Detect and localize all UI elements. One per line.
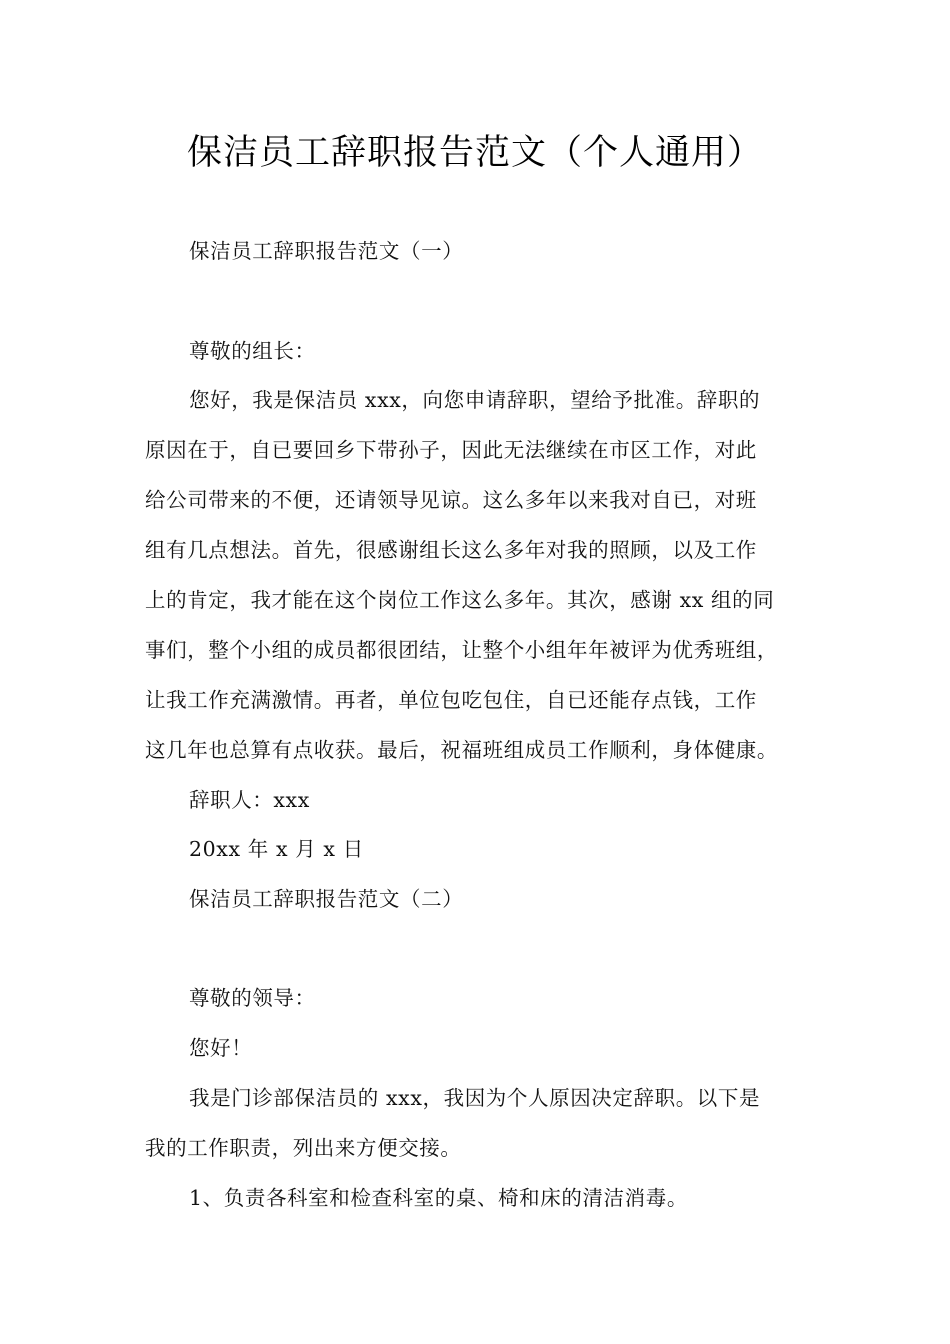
document-title: 保洁员工辞职报告范文（个人通用） — [186, 133, 763, 173]
section2-intro-line-2: 我的工作职责，列出来方便交接。 — [145, 1136, 462, 1160]
section1-body-line-2: 原因在于，自已要回乡下带孙子，因此无法继续在市区工作，对此 — [145, 438, 757, 462]
section1-body-line-4: 组有几点想法。首先，很感谢组长这么多年对我的照顾，以及工作 — [145, 538, 757, 562]
section2-item-1: 1、负责各科室和检查科室的桌、椅和床的清洁消毒。 — [189, 1186, 688, 1210]
section1-body-line-6: 事们，整个小组的成员都很团结，让整个小组年年被评为优秀班组， — [145, 638, 778, 662]
section1-body-line-3: 给公司带来的不便，还请领导见谅。这么多年以来我对自已，对班 — [145, 488, 757, 512]
section2-salutation: 尊敬的领导： — [189, 986, 316, 1010]
section1-heading: 保洁员工辞职报告范文（一） — [189, 239, 464, 263]
section1-body-line-7: 让我工作充满激情。再者，单位包吃包住，自已还能存点钱，工作 — [145, 688, 757, 712]
section2-heading: 保洁员工辞职报告范文（二） — [189, 887, 464, 911]
section1-body-line-1: 您好，我是保洁员 xxx，向您申请辞职，望给予批准。辞职的 — [189, 388, 761, 412]
section1-body-line-5: 上的肯定，我才能在这个岗位工作这么多年。其次，感谢 xx 组的同 — [145, 588, 775, 612]
section2-greeting: 您好！ — [189, 1036, 253, 1060]
section2-intro-line-1: 我是门诊部保洁员的 xxx，我因为个人原因决定辞职。以下是 — [189, 1086, 761, 1110]
section1-salutation: 尊敬的组长： — [189, 339, 316, 363]
section1-body-line-8: 这几年也总算有点收获。最后，祝福班组成员工作顺利，身体健康。 — [145, 738, 778, 762]
section1-signer: 辞职人：xxx — [189, 788, 310, 812]
section1-date: 20xx 年 x 月 x 日 — [189, 837, 364, 861]
